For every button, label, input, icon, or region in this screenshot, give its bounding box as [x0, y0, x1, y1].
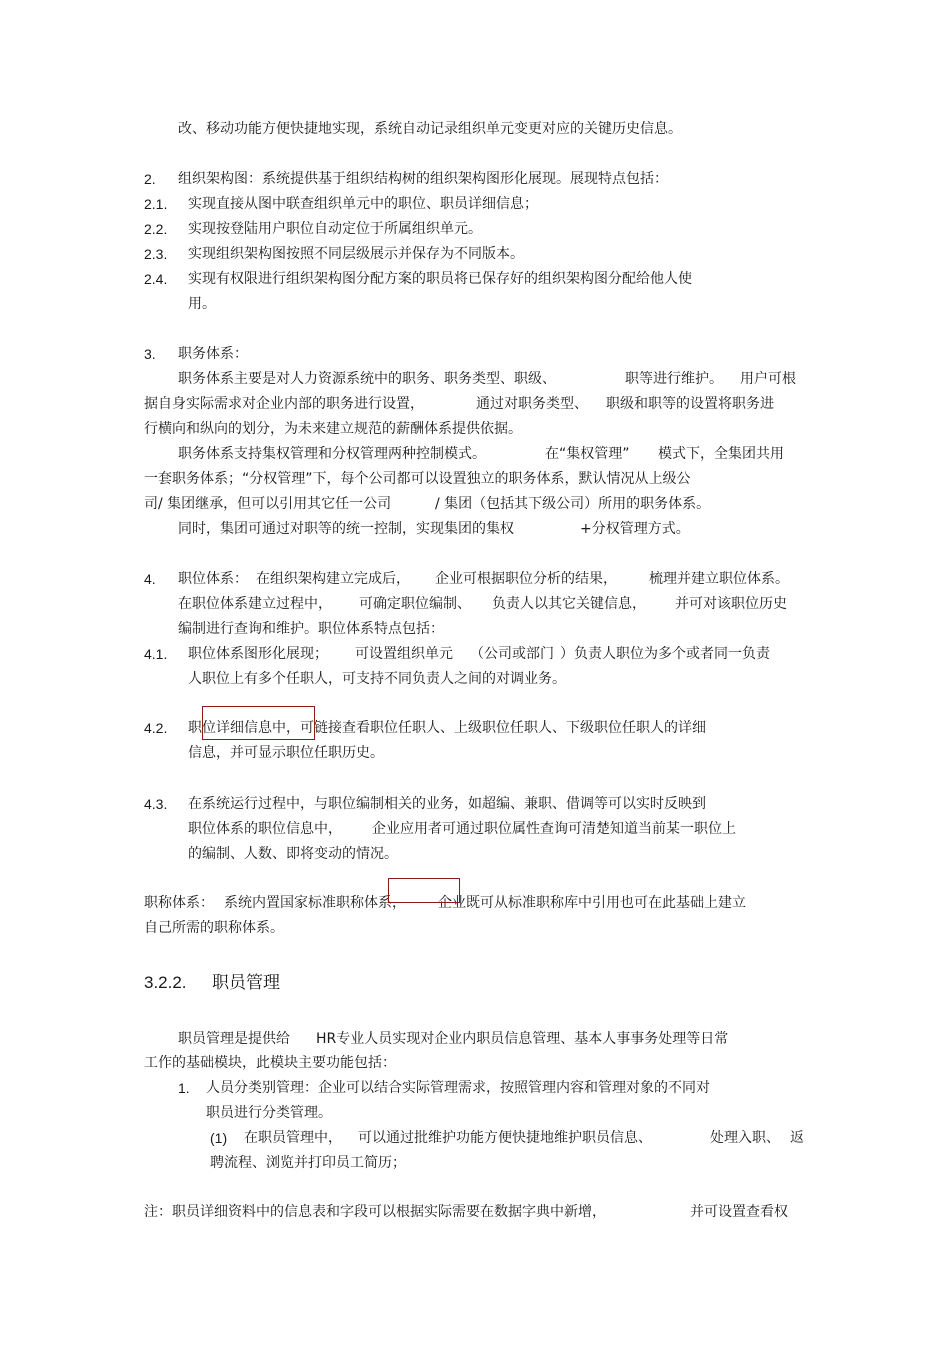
- paragraph-line: 职称体系：: [144, 895, 214, 911]
- paragraph-line: 模式下，全集团共用: [658, 446, 784, 462]
- list-item-text: 人员分类别管理：企业可以结合实际管理需求，按照管理内容和管理对象的不同对: [206, 1080, 710, 1096]
- section-heading: [144, 972, 280, 994]
- paragraph-line: 据自身实际需求对企业内部的职务进行设置，: [144, 396, 424, 412]
- list-item-text: 可确定职位编制、: [359, 596, 471, 612]
- list-item-text: 处理入职、: [710, 1130, 780, 1146]
- list-item-text: 职员进行分类管理。: [206, 1105, 332, 1121]
- paragraph-line: 职级和职等的设置将职务进: [606, 396, 774, 412]
- paragraph-line: 一套职务体系；“分权管理”下，每个公司都可以设置独立的职务体系，默认情况从上级公: [144, 471, 691, 487]
- list-item-text: 职位体系图形化展现；: [188, 646, 328, 662]
- list-item-text: 可以通过批维护功能方便快捷地维护职员信息、: [358, 1130, 652, 1146]
- list-item-text: 实现按登陆用户职位自动定位于所属组织单元。: [188, 221, 482, 237]
- section-heading: 职务体系：: [178, 346, 248, 362]
- paragraph-line: +分权管理方式。: [580, 521, 690, 537]
- note-line: 并可设置查看权: [690, 1204, 788, 1220]
- list-item-text: 企业可根据职位分析的结果，: [435, 571, 617, 587]
- paragraph-line: 职务体系主要是对人力资源系统中的职务、职务类型、职级、: [178, 371, 556, 387]
- paragraph-line: 行横向和纵向的划分，为未来建立规范的薪酬体系提供依据。: [144, 421, 522, 437]
- list-number: 2.4.: [144, 271, 168, 287]
- list-item-text: 并可对该职位历史: [675, 596, 787, 612]
- list-number: 2.: [144, 171, 156, 187]
- annotation-box: [388, 878, 460, 903]
- paragraph-line: 同时，集团可通过对职等的统一控制，实现集团的集权: [178, 521, 514, 537]
- note-line: 注：职员详细资料中的信息表和字段可以根据实际需要在数据字典中新增，: [144, 1204, 606, 1220]
- heading-number: 3.2.2.: [144, 973, 187, 992]
- paragraph-line: 自己所需的职称体系。: [144, 920, 284, 936]
- list-item-text: 在组织架构建立完成后，: [256, 571, 410, 587]
- paragraph-line: / 集团（包括其下级公司）所用的职务体系。: [435, 496, 711, 512]
- list-number: 2.3.: [144, 246, 168, 262]
- list-number: 1.: [178, 1080, 190, 1096]
- list-item-text: 用。: [188, 296, 216, 312]
- list-item-text: 负责人以其它关键信息，: [492, 596, 646, 612]
- list-item-text: 信息，并可显示职位任职历史。: [188, 745, 384, 761]
- paragraph-line: 用户可根: [740, 371, 796, 387]
- list-item-text: 实现有权限进行组织架构图分配方案的职员将已保存好的组织架构图分配给他人使: [188, 271, 692, 287]
- list-item-text: 返: [790, 1130, 804, 1146]
- paragraph-line: 职务体系支持集权管理和分权管理两种控制模式。: [178, 446, 486, 462]
- list-item-text: 在系统运行过程中，与职位编制相关的业务，如超编、兼职、借调等可以实时反映到: [188, 796, 706, 812]
- list-item-text: 在职位体系建立过程中，: [178, 596, 332, 612]
- list-item-text: ）负责人职位为多个或者同一负责: [560, 646, 770, 662]
- list-number: 2.1.: [144, 196, 168, 212]
- paragraph-line: 职等进行维护。: [625, 371, 723, 387]
- list-item-text: 实现直接从图中联查组织单元中的职位、职员详细信息；: [188, 196, 538, 212]
- list-number: 4.: [144, 571, 156, 587]
- paragraph-line: HR专业人员实现对企业内职员信息管理、基本人事事务处理等日常: [316, 1031, 729, 1047]
- list-item-text: 聘流程、浏览并打印员工简历；: [210, 1155, 406, 1171]
- list-item-text: 编制进行查询和维护。职位体系特点包括：: [178, 621, 444, 637]
- paragraph-line: 通过对职务类型、: [476, 396, 588, 412]
- list-item-text: 组织架构图：系统提供基于组织结构树的组织架构图形化展现。展现特点包括：: [178, 171, 668, 187]
- list-item-text: 职位体系的职位信息中，: [188, 821, 342, 837]
- paragraph-line: 职员管理是提供给: [178, 1031, 290, 1047]
- list-number: 4.3.: [144, 796, 168, 812]
- list-item-text: 职位详细信息中，可链接查看职位任职人、上级职位任职人、下级职位任职人的详细: [188, 720, 706, 736]
- paragraph-line: 改、移动功能方便快捷地实现，系统自动记录组织单元变更对应的关键历史信息。: [178, 121, 682, 137]
- list-item-text: （公司或部门: [470, 646, 554, 662]
- list-item-text: 的编制、人数、即将变动的情况。: [188, 846, 398, 862]
- paragraph-line: 企业既可从标准职称库中引用也可在此基础上建立: [438, 895, 746, 911]
- list-number: 2.2.: [144, 221, 168, 237]
- paragraph-line: 在“集权管理”: [545, 446, 630, 462]
- list-number: (1): [210, 1130, 228, 1146]
- paragraph-line: 系统内置国家标准职称体系，: [224, 895, 406, 911]
- paragraph-line: 司/ 集团继承，但可以引用其它任一公司: [144, 496, 392, 512]
- list-number: 4.2.: [144, 720, 168, 736]
- list-number: 4.1.: [144, 646, 168, 662]
- list-item-text: 在职员管理中，: [244, 1130, 342, 1146]
- list-item-text: 实现组织架构图按照不同层级展示并保存为不同版本。: [188, 246, 524, 262]
- list-number: 3.: [144, 346, 156, 362]
- paragraph-line: 工作的基础模块，此模块主要功能包括：: [144, 1055, 396, 1071]
- list-item-text: 企业应用者可通过职位属性查询可清楚知道当前某一职位上: [372, 821, 736, 837]
- heading-text: 职员管理: [211, 973, 280, 993]
- list-item-text: 梳理并建立职位体系。: [649, 571, 789, 587]
- list-item-text: 职位体系：: [178, 571, 248, 587]
- list-item-text: 可设置组织单元: [355, 646, 453, 662]
- list-item-text: 人职位上有多个任职人，可支持不同负责人之间的对调业务。: [188, 671, 566, 687]
- annotation-box: [202, 706, 315, 740]
